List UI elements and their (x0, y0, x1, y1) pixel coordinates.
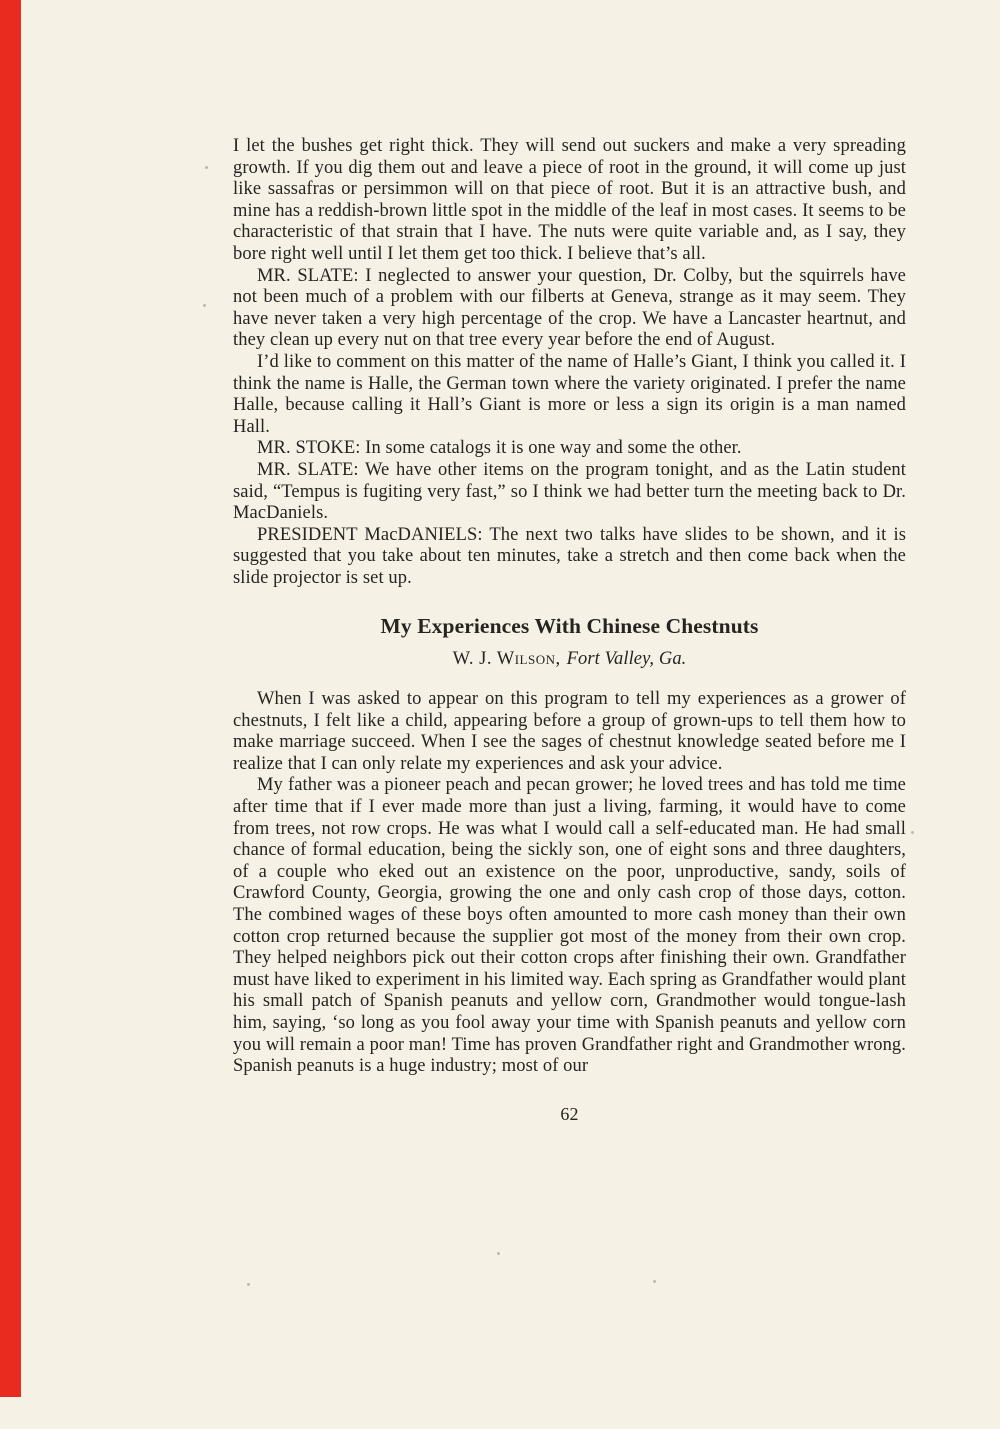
scan-edge-red-strip (0, 0, 21, 1397)
scan-speck (205, 166, 208, 169)
paragraph: I let the bushes get right thick. They will send out suckers and make a very spreading growth. If you dig them out and leave a piece of root in the ground, it will come up just like sassafras or persimmon will on that piece of root. But it is an attractive bush, and mine has a reddish-brown little spot in the middle of the leaf in most cases. It seems to be characteristic of that strain that I have. The nuts were quite variable and, as I say, they bore right well until I let them get too thick. I believe that’s all. (233, 136, 906, 264)
paragraph: When I was asked to appear on this program to tell my experiences as a grower of chestnuts, I felt like a child, appearing before a group of grown-ups to tell them how to make marriage succeed. When I see the sages of chestnut knowledge seated before me I realize that I can only relate my experiences and ask your advice. (233, 689, 906, 774)
paragraph-mr-slate: MR. SLATE: We have other items on the program tonight, and as the Latin student said, “Tempus is fugiting very fast,” so I think we had better turn the meeting back to Dr. MacDaniels. (233, 459, 906, 524)
paragraph: My father was a pioneer peach and pecan grower; he loved trees and has told me time after time that if I ever made more than just a living, farming, it would have to come from trees, not row crops. He was what I would call a self-educated man. He had small chance of formal education, being the sickly son, one of eight sons and three daughters, of a couple who eked out an existence on the poor, unproductive, sandy, soils of Crawford County, Georgia, growing the one and only cash crop of those days, cotton. The combined wages of these boys often amounted to more cash money than their own cotton crop returned because the supplier got most of the money from their own crop. They helped neighbors pick out their cotton crops after finishing their own. Grandfather must have liked to experiment in his limited way. Each spring as Grandfather would plant his small patch of Spanish peanuts and yellow corn, Grandmother would tongue-lash him, saying, ‘so long as you fool away your time with Spanish peanuts and yellow corn you will remain a poor man! Time has proven Grandfather right and Grandmother wrong. Spanish peanuts is a huge industry; most of our (233, 775, 906, 1077)
scan-speck (497, 1252, 500, 1255)
byline-author: W. J. Wilson, (452, 649, 561, 670)
paragraph-president-macdaniels: PRESIDENT MacDANIELS: The next two talks have slides to be shown, and it is suggested that you take about ten minutes, take a stretch and then come back when the slide projector is set up. (233, 524, 906, 588)
page-number: 62 (560, 1103, 579, 1124)
text-column (233, 136, 906, 1125)
scan-speck (203, 304, 206, 307)
byline-affiliation: Fort Valley, Ga. (566, 649, 687, 670)
paragraph: I’d like to comment on this matter of the name of Halle’s Giant, I think you called it. I think the name is Halle, the German town where the variety originated. I prefer the name Halle, because calling it Hall’s Giant is more or less a sign its origin is a man named Hall. (233, 351, 906, 437)
paragraph-mr-slate: MR. SLATE: I neglected to answer your question, Dr. Colby, but the squirrels have not been much of a problem with our filberts at Geneva, strange as it may seem. They have never taken a very high percentage of the crop. We have a Lancaster heartnut, and they clean up every nut on that tree every year before the end of August. (233, 265, 906, 351)
byline (233, 649, 906, 671)
scan-speck (911, 831, 914, 834)
scan-speck (247, 1283, 250, 1286)
scan-speck (653, 1280, 656, 1283)
paragraph-mr-stoke: MR. STOKE: In some catalogs it is one way and some the other. (257, 438, 742, 459)
section-title: My Experiences With Chinese Chestnuts (380, 614, 759, 639)
